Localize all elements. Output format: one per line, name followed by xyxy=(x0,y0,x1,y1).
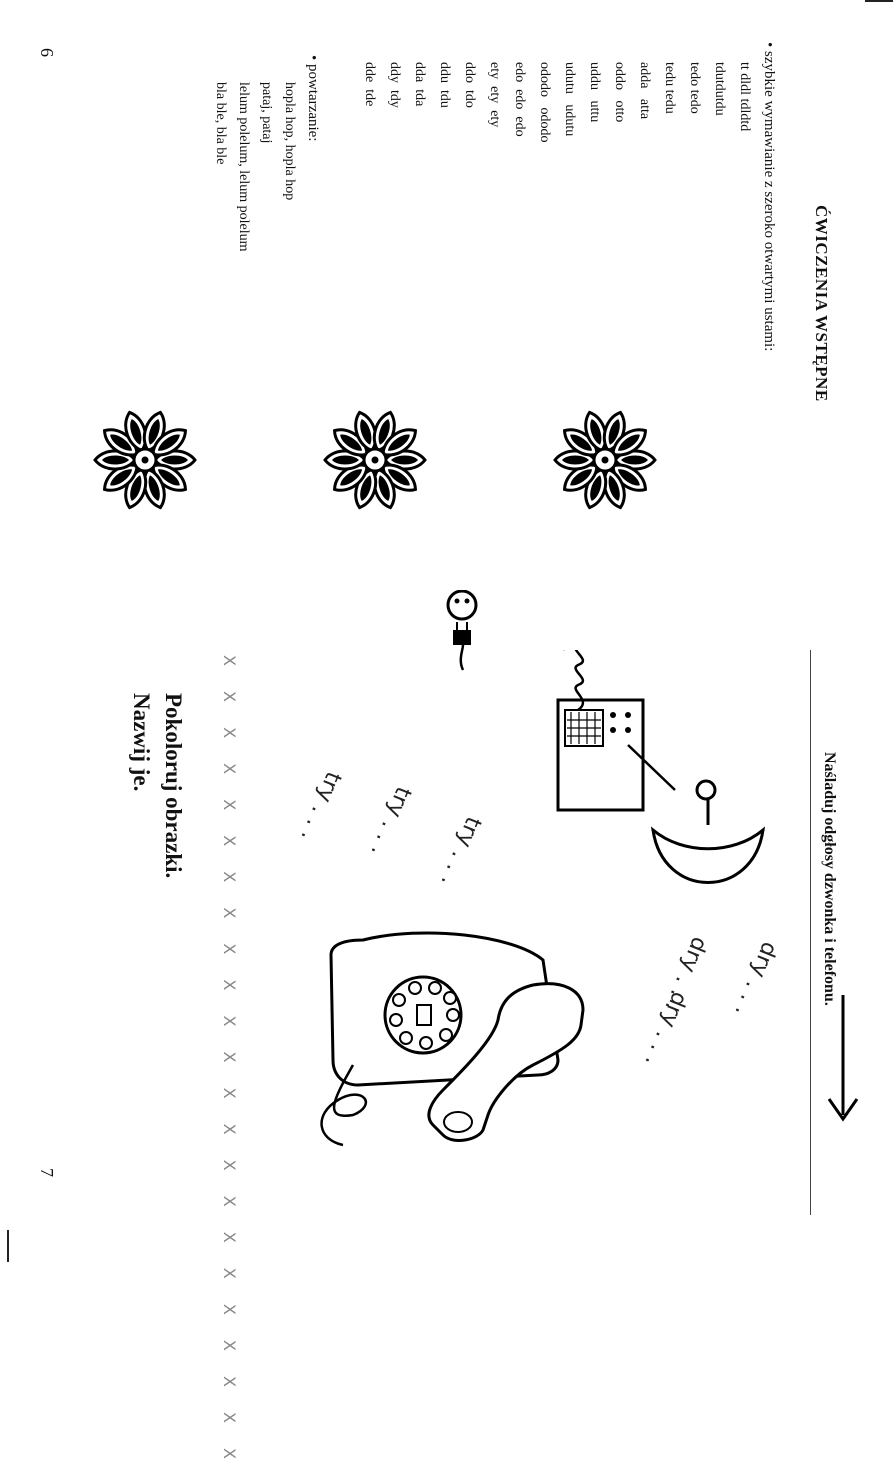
syllable-line: tdutdutdu xyxy=(712,62,727,116)
repeat-list xyxy=(209,82,301,252)
flower-icon xyxy=(555,410,655,511)
flower-icon xyxy=(95,410,195,511)
syllable-line: udutu udutu xyxy=(562,62,577,137)
plug-icon xyxy=(423,590,503,710)
syllable-line: ddy tdy xyxy=(387,62,402,108)
section1-heading: • szybkie wymawianie z szeroko otwartymi ustami: xyxy=(760,42,777,351)
syllable-line: ddo tdo xyxy=(462,62,477,108)
repeat-line: lelum polelum, lelum polelum xyxy=(236,82,251,252)
instruction-name: Nazwij je. xyxy=(129,693,154,792)
syllable-line: tedu tedu xyxy=(662,62,677,114)
syllable-line: ety ety ety xyxy=(487,62,502,128)
instruction-color: Pokoloruj obrazki. xyxy=(161,693,186,879)
left-page-number: 6 xyxy=(37,48,57,57)
syllable-line: ododo ododo xyxy=(537,62,552,143)
sound-dry: dry . . . xyxy=(659,933,712,1015)
syllable-line: dde tde xyxy=(362,62,377,107)
syllable-line: ddu tdu xyxy=(437,62,452,108)
sound-try: try . . . xyxy=(435,812,486,890)
syllable-line: edo edo edo xyxy=(512,62,527,137)
syllable-line: adda atta xyxy=(637,62,652,120)
sound-dry: dry . . . xyxy=(729,938,782,1020)
syllable-line: uddu uttu xyxy=(587,62,602,123)
telephone-illustration xyxy=(293,900,593,1160)
repeat-line: bla ble, bla ble xyxy=(213,82,228,165)
syllable-line: oddo otto xyxy=(612,62,627,123)
flower-icon xyxy=(325,410,425,511)
sound-try: try . . . xyxy=(365,782,416,860)
repeat-line: hopla hop, hopla hop xyxy=(282,82,297,201)
syllable-line: dda tda xyxy=(412,62,427,107)
syllable-line: tedo tedo xyxy=(687,62,702,114)
left-page-title: ĆWICZENIA WSTĘPNE xyxy=(812,205,831,402)
syllable-list xyxy=(357,62,757,143)
scan-edge-mark xyxy=(7,1230,9,1262)
sound-dry: dry . . . xyxy=(639,988,692,1070)
section2-heading: • powtarzanie: xyxy=(304,55,321,141)
x-pattern-row: X X X X X X X X X X X X X X X X X X X X X X X xyxy=(220,655,239,1469)
repeat-line: pataj, pataj xyxy=(259,82,274,144)
arrow-right-icon xyxy=(823,995,863,1125)
sound-try: try . . . xyxy=(295,767,346,845)
scan-edge-mark xyxy=(865,0,893,2)
syllable-line: tt dldl tdldtd xyxy=(737,62,752,132)
right-page-number: 7 xyxy=(37,1168,57,1177)
right-page-title: Naśladuj odgłosy dzwonka i telefonu. xyxy=(821,752,838,1006)
title-underline xyxy=(810,650,811,1215)
